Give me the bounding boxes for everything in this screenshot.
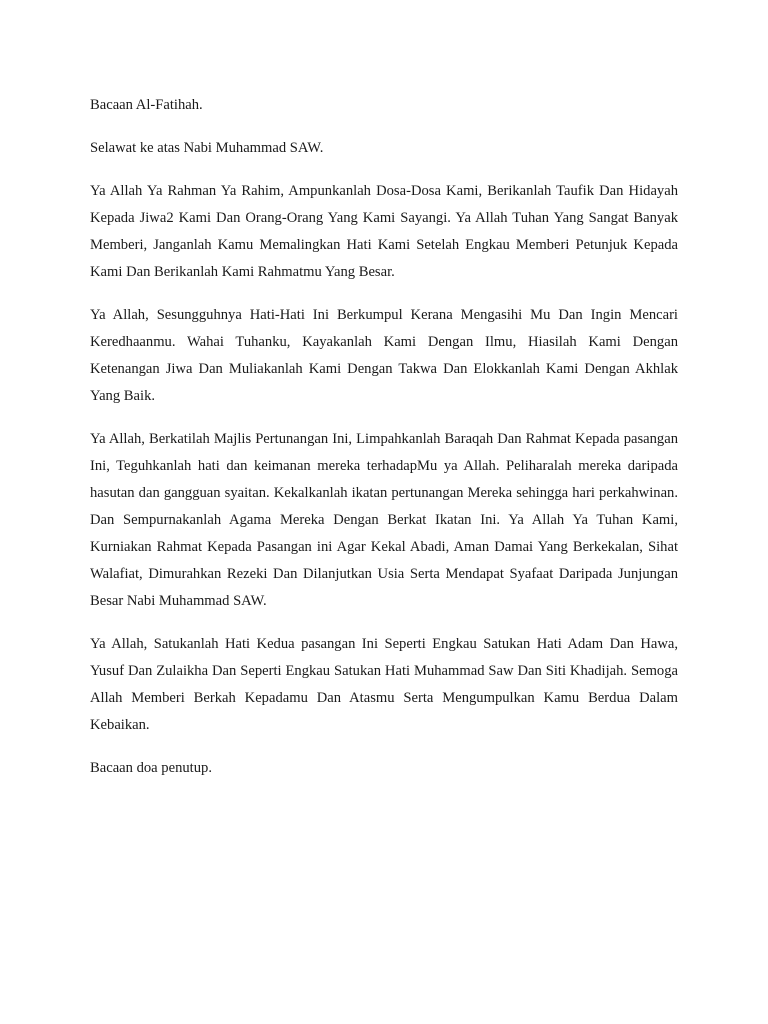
paragraph-al-fatihah: Bacaan Al-Fatihah. — [90, 97, 203, 113]
paragraph-doa-satukan-hati: Ya Allah, Satukanlah Hati Kedua pasangan Ini Seperti Engkau Satukan Hati Adam Dan Hawa, Yusuf Dan Zulaikha Dan Seperti Engkau Satukan Hati Muhammad Saw Dan Siti Khadijah. Semoga Allah Memberi Berkah Kepadamu Dan Atasmu Serta Mengumpulkan Kamu Berdua Dalam Kebaikan. — [90, 636, 678, 733]
paragraph-selawat: Selawat ke atas Nabi Muhammad SAW. — [90, 140, 324, 156]
paragraph-doa-pertunangan: Ya Allah, Berkatilah Majlis Pertunangan Ini, Limpahkanlah Baraqah Dan Rahmat Kepada pasangan Ini, Teguhkanlah hati dan keimanan mereka terhadapMu ya Allah. Peliharalah mereka daripada hasutan dan gangguan syaitan. Kekalkanlah ikatan pertunangan Mereka sehingga hari perkahwinan. Dan Sempurnakanlah Agama Mereka Dengan Berkat Ikatan Ini. Ya Allah Ya Tuhan Kami, Kurniakan Rahmat Kepada Pasangan ini Agar Kekal Abadi, Aman Damai Yang Berkekalan, Sihat Walafiat, Dimurahkan Rezeki Dan Dilanjutkan Usia Serta Mendapat Syafaat Daripada Junjungan Besar Nabi Muhammad SAW. — [90, 431, 678, 609]
paragraph-doa-ampunan: Ya Allah Ya Rahman Ya Rahim, Ampunkanlah Dosa-Dosa Kami, Berikanlah Taufik Dan Hidayah Kepada Jiwa2 Kami Dan Orang-Orang Yang Kami Sayangi. Ya Allah Tuhan Yang Sangat Banyak Memberi, Janganlah Kamu Memalingkan Hati Kami Setelah Engkau Memberi Petunjuk Kepada Kami Dan Berikanlah Kami Rahmatmu Yang Besar. — [90, 183, 678, 280]
paragraph-doa-keredhaan: Ya Allah, Sesungguhnya Hati-Hati Ini Berkumpul Kerana Mengasihi Mu Dan Ingin Mencari Keredhaanmu. Wahai Tuhanku, Kayakanlah Kami Dengan Ilmu, Hiasilah Kami Dengan Ketenangan Jiwa Dan Muliakanlah Kami Dengan Takwa Dan Elokkanlah Kami Dengan Akhlak Yang Baik. — [90, 307, 678, 404]
paragraph-doa-penutup: Bacaan doa penutup. — [90, 760, 212, 776]
